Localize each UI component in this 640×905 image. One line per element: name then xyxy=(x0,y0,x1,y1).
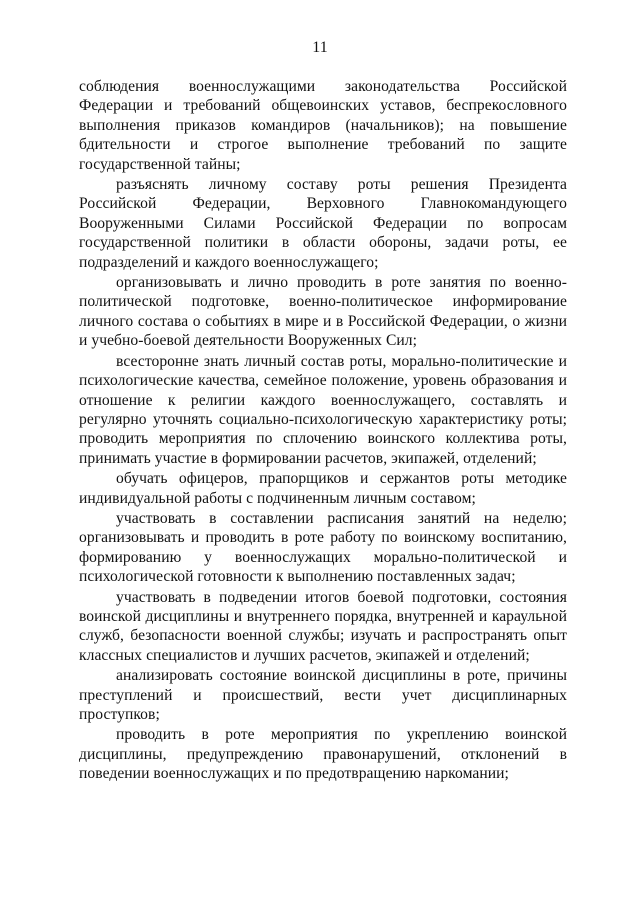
body-text xyxy=(79,77,567,785)
paragraph-1: соблюдения военнослужащими законодательства Российской Федерации и требований общевоинских уставов, беспрекословного выполнения приказов командиров (начальников); на повышение бдительности и строгое выполнение требований по защите государственной тайны; xyxy=(79,78,567,173)
page-number: 11 xyxy=(312,39,328,56)
paragraph-2: разъяснять личному составу роты решения Президента Российской Федерации, Верховного Главнокомандующего Вооруженными Силами Российской Федерации по вопросам государственной политики в области обороны, задачи роты, ее подразделений и каждого военнослужащего; xyxy=(79,176,567,271)
paragraph-3: организовывать и лично проводить в роте занятия по военно-политической подготовке, военно-политическое информирование личного состава о событиях в мире и в Российской Федерации, о жизни и учебно-боевой деятельности Вооруженных Сил; xyxy=(79,274,567,350)
paragraph-4: всесторонне знать личный состав роты, морально-политические и психологические качества, семейное положение, уровень образования и отношение к религии каждого военнослужащего, составлять и регулярно уточнять социально-психологическую характеристику роты; проводить мероприятия по сплочению воинского коллектива роты, принимать участие в формировании расчетов, экипажей, отделений; xyxy=(79,352,567,467)
paragraph-7: участвовать в подведении итогов боевой подготовки, состояния воинской дисциплины и внутреннего порядка, внутренней и караульной служб, безопасности военной службы; изучать и распространять опыт классных специалистов и лучших расчетов, экипажей и отделений; xyxy=(79,588,567,664)
paragraph-8: анализировать состояние воинской дисциплины в роте, причины преступлений и происшествий, вести учет дисциплинарных проступков; xyxy=(79,667,567,723)
paragraph-9: проводить в роте мероприятия по укреплению воинской дисциплины, предупреждению правонарушений, отклонений в поведении военнослужащих и по предотвращению наркомании; xyxy=(79,726,567,783)
paragraph-5: обучать офицеров, прапорщиков и сержантов роты методике индивидуальной работы с подчиненным личным составом; xyxy=(79,470,567,507)
paragraph-6: участвовать в составлении расписания занятий на неделю; организовывать и проводить в роте работу по воинскому воспитанию, формированию у военнослужащих морально-политической и психологической готовности к выполнению поставленных задач; xyxy=(79,509,567,586)
